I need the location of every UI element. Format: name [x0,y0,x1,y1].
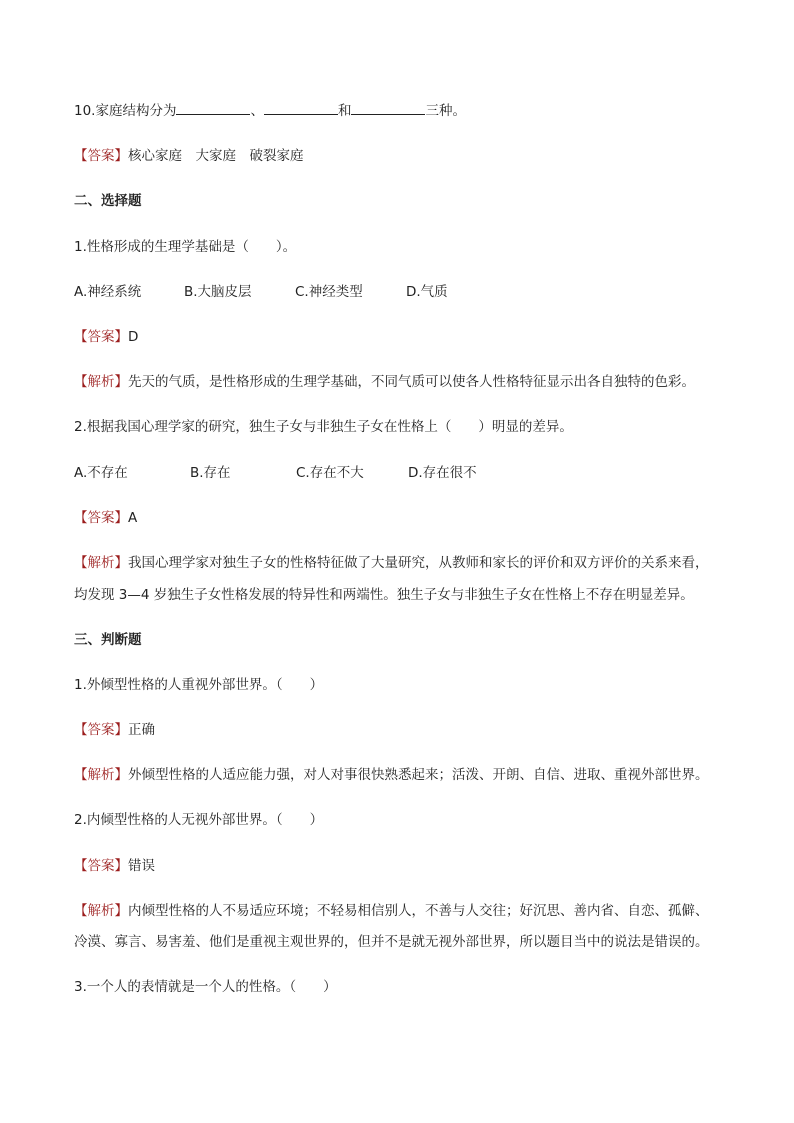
answer-tag: 【答案】 [74,329,128,345]
answer-blank-2 [264,102,338,115]
mc-question-2: 2.根据我国心理学家的研究，独生子女与非独生子女在性格上（ ）明显的差异。 [74,419,573,435]
mc-question-2-analysis-cont: 均发现 3—4 岁独生子女性格发展的特异性和两端性。独生子女与非独生子女在性格上不存在明显差异。 [74,587,694,603]
question-10-sep1: 、 [250,103,264,119]
analysis-tag: 【解析】 [74,767,128,783]
mc-question-2-answer [74,509,137,527]
section-title-multiple-choice: 二、选择题 [74,193,142,209]
analysis-text: 外倾型性格的人适应能力强，对人对事很快熟悉起来；活泼、开朗、自信、进取、重视外部世界。 [128,767,709,783]
tf-question-1-analysis [74,766,709,784]
question-10-prefix: 10.家庭结构分为 [74,103,177,119]
mc-question-1: 1.性格形成的生理学基础是（ ）。 [74,239,297,255]
question-10-answer [74,147,304,165]
option-b: B.存在 [190,465,231,481]
tf-question-2-analysis-cont: 冷漠、寡言、易害羞、他们是重视主观世界的，但并不是就无视外部世界，所以题目当中的说法是错误的。 [74,934,709,950]
mc-question-2-analysis [74,554,709,572]
option-d: D.存在很不 [408,465,477,481]
question-10 [74,102,466,120]
answer-tag: 【答案】 [74,510,128,526]
tf-question-2-analysis [74,902,709,920]
answer-text: 错误 [128,858,155,874]
tf-question-2: 2.内倾型性格的人无视外部世界。（ ） [74,812,324,828]
mc-question-2-options [74,464,477,482]
mc-question-1-answer [74,328,138,346]
tf-question-1: 1.外倾型性格的人重视外部世界。（ ） [74,677,324,693]
section-title-true-false: 三、判断题 [74,632,142,648]
answer-tag: 【答案】 [74,722,128,738]
tf-question-2-answer [74,857,155,875]
answer-text: A [128,510,138,526]
answer-tag: 【答案】 [74,858,128,874]
question-10-sep2: 和 [337,103,352,119]
mc-question-1-analysis [74,373,695,391]
analysis-text-line1: 我国心理学家对独生子女的性格特征做了大量研究，从教师和家长的评价和双方评价的关系来看， [128,555,709,571]
question-10-suffix: 三种。 [425,103,466,119]
option-a: A.不存在 [74,465,128,481]
answer-text: 核心家庭 大家庭 破裂家庭 [128,148,304,164]
analysis-text-line1: 内倾型性格的人不易适应环境；不轻易相信别人，不善与人交往；好沉思、善内省、自恋、孤僻、 [128,903,709,919]
option-d: D.气质 [406,284,448,300]
analysis-tag: 【解析】 [74,903,128,919]
option-c: C.存在不大 [296,465,364,481]
answer-blank-1 [176,102,250,115]
option-c: C.神经类型 [295,284,363,300]
analysis-tag: 【解析】 [74,555,128,571]
option-a: A.神经系统 [74,284,142,300]
analysis-text: 先天的气质，是性格形成的生理学基础，不同气质可以使各人性格特征显示出各自独特的色彩。 [128,374,695,390]
answer-text: D [128,329,139,345]
mc-question-1-options [74,283,448,301]
tf-question-3: 3.一个人的表情就是一个人的性格。（ ） [74,979,337,995]
answer-tag: 【答案】 [74,148,128,164]
analysis-tag: 【解析】 [74,374,128,390]
answer-text: 正确 [128,722,155,738]
option-b: B.大脑皮层 [184,284,252,300]
answer-blank-3 [351,102,425,115]
tf-question-1-answer [74,721,155,739]
